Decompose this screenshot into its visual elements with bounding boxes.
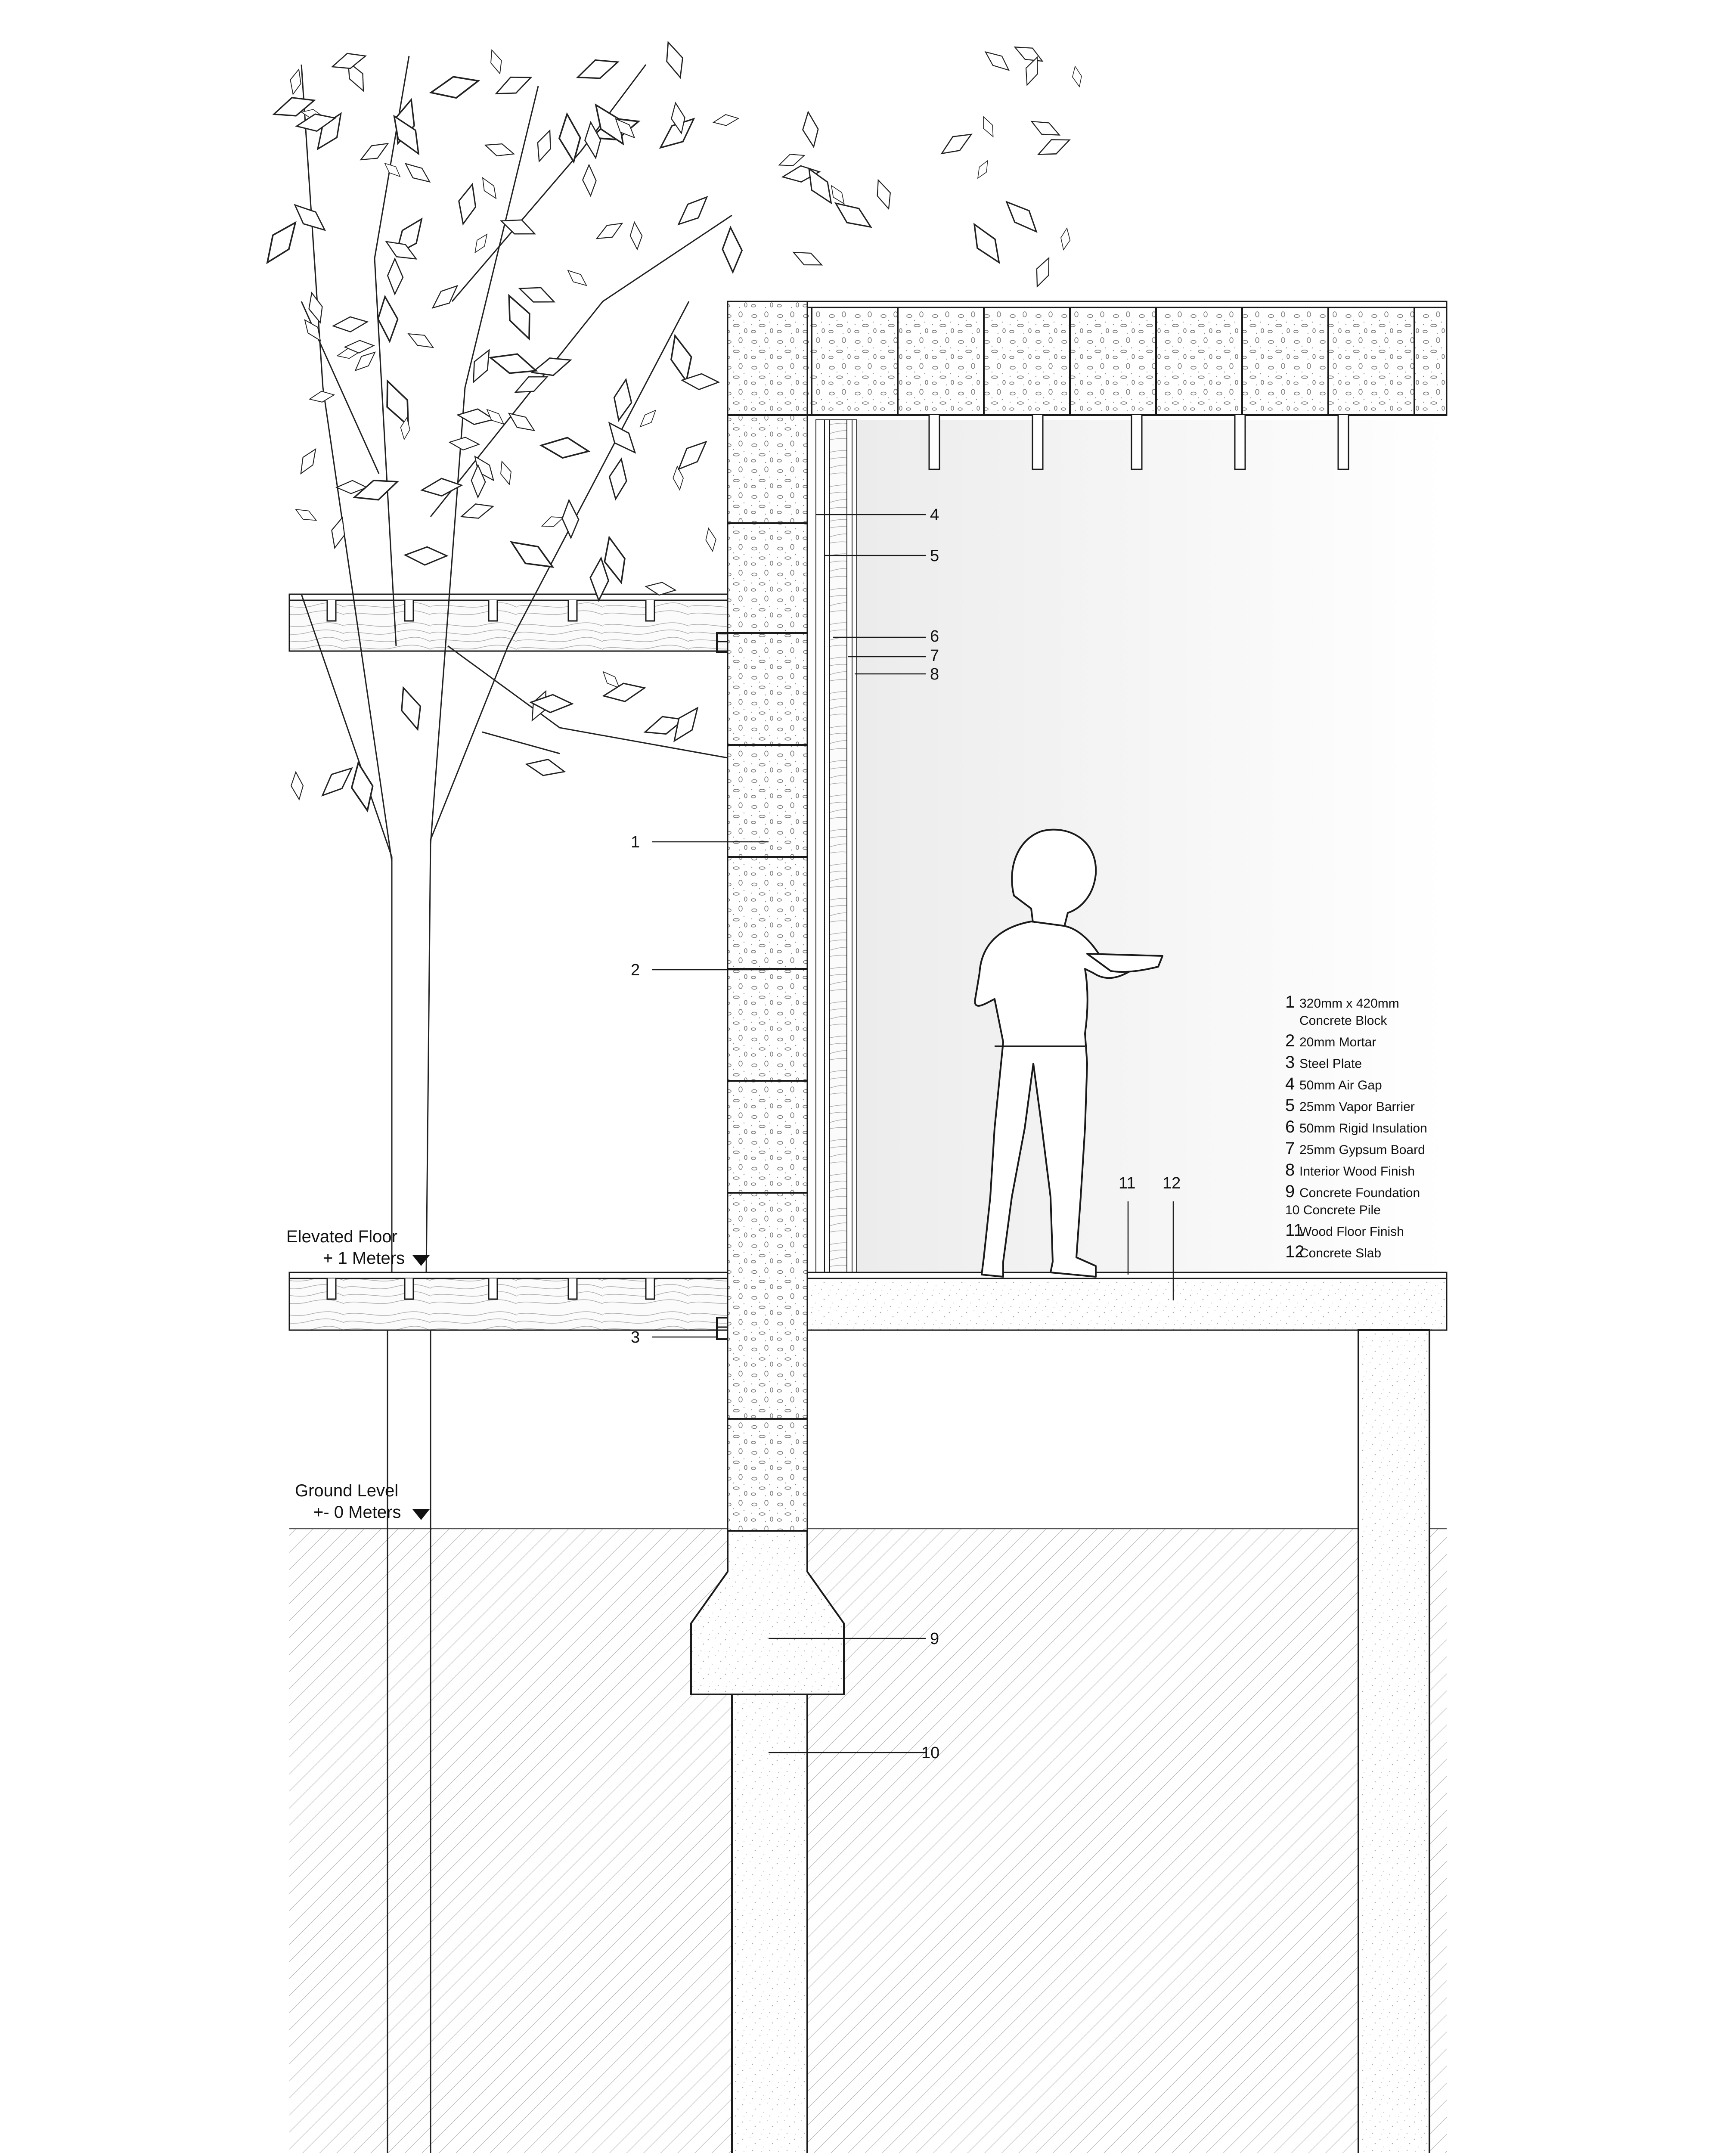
legend-number: 3 <box>1285 1053 1295 1072</box>
callout-8: 8 <box>930 665 939 683</box>
leaf <box>453 182 481 226</box>
leaf <box>673 192 713 230</box>
callout-2: 2 <box>631 961 640 979</box>
leaf <box>557 113 582 163</box>
roof-rib <box>1132 415 1142 469</box>
leaf <box>1071 65 1083 87</box>
callout-4: 4 <box>930 506 939 524</box>
leaf <box>667 333 696 383</box>
legend-text: Wood Floor Finish <box>1299 1225 1404 1239</box>
callout-10: 10 <box>921 1744 940 1762</box>
legend-number: 6 <box>1285 1117 1295 1136</box>
leaf <box>498 460 514 486</box>
leaf <box>399 417 412 440</box>
legend-number: 12 <box>1285 1242 1305 1261</box>
legend-number: 1 <box>1285 993 1295 1011</box>
leaf <box>405 546 447 567</box>
leaf <box>583 165 596 196</box>
level-ground-value: +- 0 Meters <box>313 1503 401 1522</box>
legend-text: 320mm x 420mm <box>1299 996 1399 1011</box>
level-ground <box>295 1481 430 1522</box>
level-elevated-value: + 1 Meters <box>323 1249 405 1268</box>
legend-number: 9 <box>1285 1182 1295 1201</box>
leaf <box>1059 227 1073 251</box>
leaf <box>333 316 368 333</box>
soil-hatch <box>289 1529 1447 2153</box>
leaf <box>704 527 717 552</box>
legend-number: 11 <box>1285 1221 1303 1240</box>
leaf <box>382 160 403 180</box>
leaf <box>421 477 462 497</box>
deck-rib <box>568 600 577 621</box>
legend-text-cont: Concrete Block <box>1299 1014 1387 1028</box>
leaf <box>525 754 566 780</box>
leaf <box>316 762 358 801</box>
leaf <box>1012 40 1046 67</box>
leaf <box>539 433 590 462</box>
wall-layers <box>816 420 857 1272</box>
level-marker-icon <box>412 1509 430 1520</box>
callout-12: 12 <box>1162 1174 1181 1192</box>
leaf <box>873 178 895 211</box>
leaf <box>594 219 626 244</box>
leaf <box>966 219 1006 268</box>
leaf <box>377 296 399 342</box>
leaf <box>488 346 539 381</box>
legend-text: Steel Plate <box>1299 1057 1362 1071</box>
leaf <box>662 40 688 80</box>
floor-slab <box>807 1272 1447 1330</box>
callout-5: 5 <box>930 547 939 565</box>
leaf <box>301 316 325 344</box>
leaf <box>487 48 505 75</box>
legend-text: Concrete Foundation <box>1299 1186 1420 1200</box>
leaf <box>609 378 636 422</box>
leaf <box>396 685 426 732</box>
leaf <box>1035 133 1073 160</box>
callout-7: 7 <box>930 647 939 665</box>
leaf <box>478 175 500 202</box>
legend-item <box>1285 1203 1381 1217</box>
leaf <box>493 70 534 100</box>
leaf <box>801 111 820 148</box>
leaf <box>290 772 304 800</box>
deck-rib <box>405 1278 413 1299</box>
concrete-block-wall <box>728 301 807 1531</box>
legend-number: 4 <box>1285 1074 1295 1093</box>
leaf <box>428 281 462 313</box>
legend-number: 2 <box>1285 1031 1295 1050</box>
leaf <box>309 390 335 403</box>
roof <box>807 301 1447 415</box>
leaf <box>564 267 589 290</box>
leaf <box>1001 195 1043 238</box>
deck-rib <box>405 600 413 621</box>
callout-6: 6 <box>930 627 939 645</box>
leaf <box>982 46 1013 75</box>
roof-rib <box>1235 415 1245 469</box>
leaf <box>505 408 537 437</box>
legend-text: Concrete Slab <box>1299 1246 1382 1260</box>
leaf <box>1030 255 1055 289</box>
legend-text: Interior Wood Finish <box>1299 1164 1415 1179</box>
upper-deck <box>289 594 728 651</box>
legend-text: 50mm Rigid Insulation <box>1299 1121 1427 1135</box>
leaf <box>722 227 742 272</box>
level-marker-icon <box>412 1255 430 1266</box>
leaf <box>637 407 660 430</box>
deck-rib <box>489 600 497 621</box>
roof-rib <box>1032 415 1043 469</box>
deck-rib <box>568 1278 577 1299</box>
leaf <box>831 195 875 236</box>
leaf <box>406 328 436 353</box>
leaf <box>257 217 304 268</box>
legend-text: 50mm Air Gap <box>1299 1078 1382 1092</box>
leaf <box>574 54 621 85</box>
level-elevated-floor <box>286 1227 430 1268</box>
legend-number: 5 <box>1285 1096 1295 1115</box>
leaf <box>387 258 404 295</box>
legend-text: 20mm Mortar <box>1299 1035 1376 1049</box>
deck-rib <box>327 1278 336 1299</box>
leaf <box>506 533 558 577</box>
deck-rib <box>489 1278 497 1299</box>
leaf <box>293 505 318 525</box>
leaf <box>603 417 641 459</box>
leaf <box>790 246 824 272</box>
legend-text: 10 Concrete Pile <box>1285 1203 1381 1217</box>
legend-text: 25mm Gypsum Board <box>1299 1143 1425 1157</box>
concrete-pile-right <box>1358 1330 1429 2153</box>
deck-rib <box>646 1278 654 1299</box>
legend-item <box>1285 993 1399 1028</box>
leaf <box>937 128 976 159</box>
leaf <box>1029 115 1062 142</box>
elevated-deck <box>289 1272 728 1330</box>
leaf <box>306 291 326 324</box>
leaf <box>605 457 630 500</box>
deck-rib <box>646 600 654 621</box>
leaf <box>449 435 480 452</box>
callout-9: 9 <box>930 1630 939 1648</box>
leaf <box>295 446 321 476</box>
leaf <box>562 500 579 538</box>
leaf <box>357 139 392 166</box>
callout-3: 3 <box>631 1328 640 1346</box>
leaf <box>540 513 565 530</box>
concrete-pile <box>732 1694 807 2153</box>
leaf <box>483 139 516 161</box>
legend-number: 7 <box>1285 1139 1295 1158</box>
level-elevated-name: Elevated Floor <box>286 1227 397 1246</box>
deck-rib <box>327 600 336 621</box>
leaf <box>348 761 376 812</box>
leaf <box>289 199 329 238</box>
leaf <box>429 72 480 102</box>
leaf <box>974 159 992 180</box>
leaf <box>629 222 643 250</box>
deck-ribs <box>327 600 654 1299</box>
roof-rib <box>1338 415 1348 469</box>
leaf <box>471 232 491 255</box>
leaf <box>979 115 997 139</box>
level-ground-name: Ground Level <box>295 1481 399 1500</box>
roof-rib <box>929 415 939 469</box>
leaf <box>517 280 558 310</box>
callout-1: 1 <box>631 833 640 851</box>
leaf <box>459 500 495 522</box>
legend-number: 8 <box>1285 1160 1295 1179</box>
leaf <box>713 113 739 127</box>
leaf <box>402 158 433 188</box>
leaf <box>531 128 557 164</box>
legend-text: 25mm Vapor Barrier <box>1299 1100 1415 1114</box>
callout-11: 11 <box>1119 1174 1136 1192</box>
